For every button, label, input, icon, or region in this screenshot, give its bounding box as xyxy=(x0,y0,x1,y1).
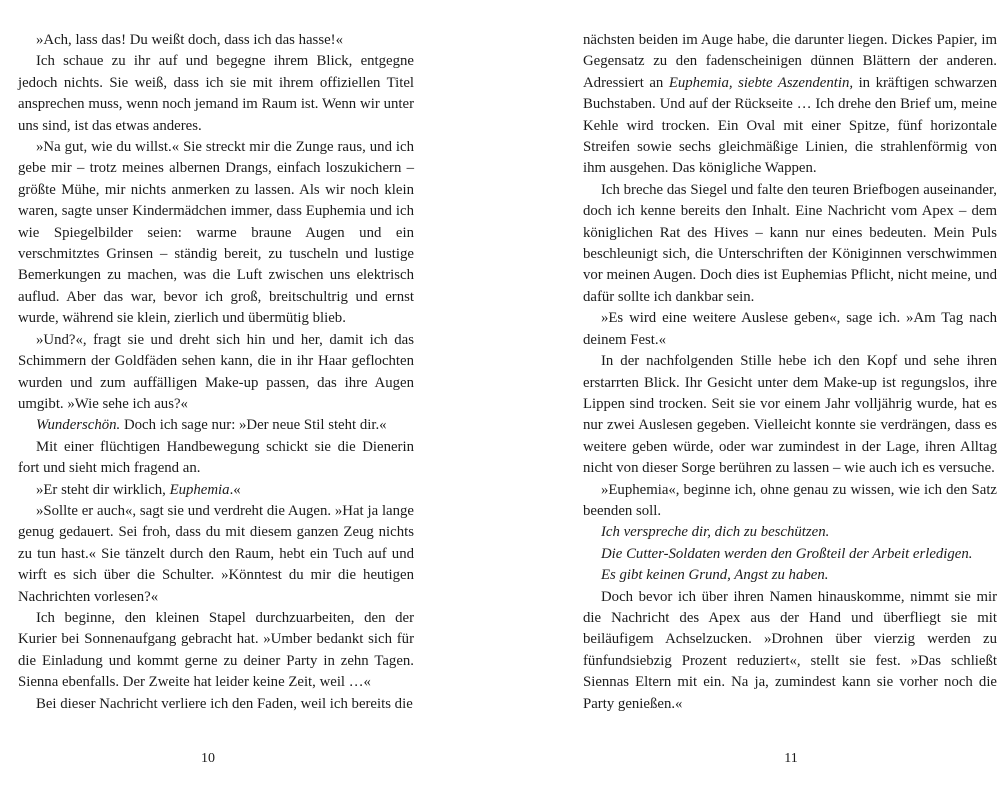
page-number: 10 xyxy=(201,751,215,766)
italic-line: Die Cutter-Soldaten werden den Großteil der Arbeit erledigen. xyxy=(601,545,973,562)
paragraph: »Sollte er auch«, sagt sie und verdreht die Augen. »Hat ja lange genug gedauert. Sei froh, dass du mit diesem ganzen Zeug nichts zu tun hast.« Sie tänzelt durch den Raum, hebt ein Tuch auf und wirft es sich über die Schulter. »Könntest du mir die heutigen Nachrichten vorlesen?« xyxy=(18,502,414,605)
italic-line: Ich verspreche dir, dich zu beschützen. xyxy=(601,524,830,541)
italic-text: Wunderschön. xyxy=(36,417,121,434)
paragraph: Ich schaue zu ihr auf und begegne ihrem Blick, entgegne jedoch nichts. Sie weiß, dass ich sie mit ihrem offiziellen Titel ansprechen muss, wenn noch jemand im Raum ist. Wenn wir unter uns sind, ist das etwas anderes. xyxy=(18,53,414,134)
paragraph-text: nächsten beiden im Auge habe, die darunter liegen. Dickes Papier, im Gegensatz zu den fadenscheinigen dünnen Blättern der anderen. Adressiert an xyxy=(583,32,997,91)
paragraph: »Ach, lass das! Du weißt doch, dass ich das hasse!« xyxy=(36,32,343,48)
right-page xyxy=(583,30,997,715)
paragraph: »Euphemia«, beginne ich, ohne genau zu wissen, wie ich den Satz beenden soll. xyxy=(583,481,997,519)
paragraph: Mit einer flüchtigen Handbewegung schickt sie die Dienerin fort und sieht mich fragend an. xyxy=(18,438,414,477)
paragraph-text: Doch ich sage nur: »Der neue Stil steht dir.« xyxy=(120,417,387,434)
paragraph: In der nachfolgenden Stille hebe ich den Kopf und sehe ihren erstarrten Blick. Ihr Gesicht unter dem Make-up ist regungslos, ihre Lippen sind trocken. Seit sie vor einem Jahr volljährig wurde, hat es nur zwei Auslesen gegeben. Vielleicht konnte sie verdrängen, dass es weitere geben würde, oder war zumindest in der Lage, ihren Alltag nicht von dieser Sorge berühren zu lassen – wie auch ich es versuche. xyxy=(583,353,997,477)
paragraph: »Na gut, wie du willst.« Sie streckt mir die Zunge raus, und ich gebe mir – trotz meines albernen Drangs, einfach loszukichern – größte Mühe, mir nichts anmerken zu lassen. Als wir noch klein waren, sagte unser Kindermädchen immer, dass Euphemia und ich wie Spiegelbilder seien: warme braune Augen und ein verschmitztes Grinsen – ständig bereit, zu tuscheln und lustige Bemerkungen zu machen, was die Luft zwischen uns elektrisch auflud. Aber das war, bevor ich groß, breitschultrig und ernst wurde, während sie klein, zierlich und übermütig blieb. xyxy=(18,139,414,327)
paragraph xyxy=(18,415,414,436)
paragraph: »Und?«, fragt sie und dreht sich hin und her, damit ich das Schimmern der Goldfäden sehen kann, die in ihr Haar geflochten wurden und zum auffälligen Make-up passen, das ihre Augen umgibt. »Wie sehe ich aus?« xyxy=(18,331,414,412)
left-page xyxy=(18,30,414,715)
paragraph: Doch bevor ich über ihren Namen hinauskomme, nimmt sie mir die Nachricht des Apex aus der Hand und überfliegt sie mit beiläufigem Achselzucken. »Drohnen über vierzig werden zu fünfundsiebzig Prozent reduziert«, stellt sie fest. »Das schließt Siennas Eltern mit ein. Na ja, zumindest kann sie vorher noch die Party genießen.« xyxy=(583,588,997,712)
paragraph: Bei dieser Nachricht verliere ich den Faden, weil ich bereits die xyxy=(36,695,413,712)
page-number: 11 xyxy=(784,751,798,766)
paragraph-text: .« xyxy=(229,481,241,498)
paragraph: Ich breche das Siegel und falte den teuren Briefbogen auseinander, doch ich kenne bereits den Inhalt. Eine Nachricht vom Apex – dem königlichen Rat des Hives – kann nur eines bedeuten. Mein Puls beschleunigt sich, die Unterschriften der Königinnen verschwimmen vor meinen Augen. Doch dies ist Euphemias Pflicht, nicht meine, und dafür sollte ich dankbar sein. xyxy=(583,181,997,305)
paragraph-text: »Er steht dir wirklich, xyxy=(36,481,170,498)
italic-text: Euphemia xyxy=(169,481,230,498)
italic-line: Es gibt keinen Grund, Angst zu haben. xyxy=(601,567,829,584)
paragraph xyxy=(583,30,997,180)
italic-text: Euphemia, siebte Aszendentin, xyxy=(668,74,854,91)
paragraph-text: in kräftigen schwarzen Buchstaben. Und auf der Rückseite … Ich drehe den Brief um, meine Kehle wird trocken. Ein Oval mit einer Spitze, fünf horizontale Streifen sowie sechs gleichmäßige Linien, die strahlenförmig von ihm ausgehen. Das königliche Wappen. xyxy=(583,74,997,177)
paragraph: »Es wird eine weitere Auslese geben«, sage ich. »Am Tag nach deinem Fest.« xyxy=(583,310,997,348)
paragraph: Ich beginne, den kleinen Stapel durchzuarbeiten, den der Kurier bei Sonnenaufgang gebracht hat. »Umber bedankt sich für die Einladung und kommt gerne zu deiner Party in zehn Tagen. Sienna ebenfalls. Der Zweite hat leider keine Zeit, weil …« xyxy=(18,609,414,691)
paragraph xyxy=(18,480,414,501)
